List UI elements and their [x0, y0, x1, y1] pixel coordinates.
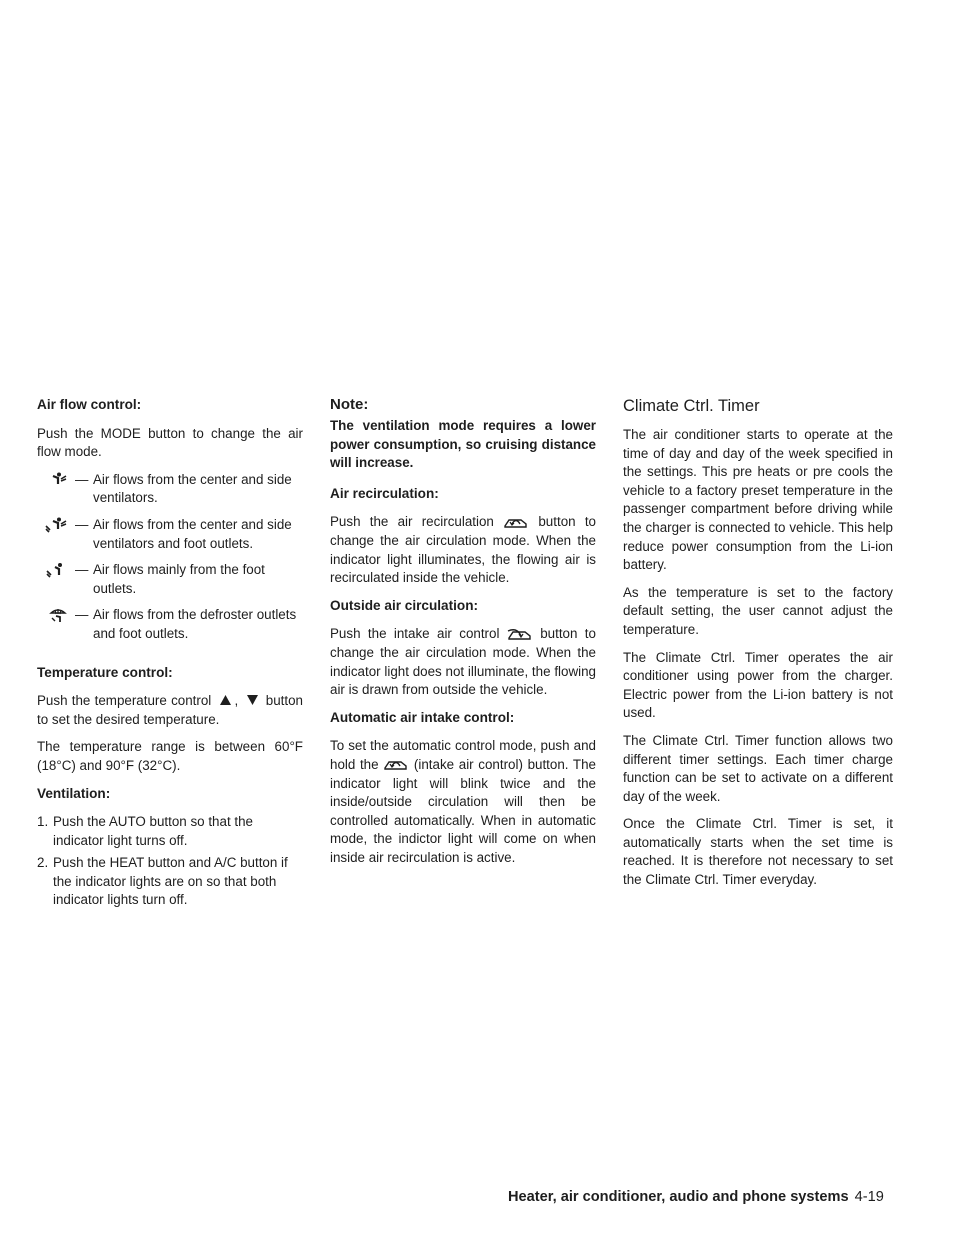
up-triangle-icon: [220, 692, 231, 711]
temp-text-b: button to set the desired temperature.: [37, 693, 303, 727]
auto-text-a: To set the automatic control mode, push and hold the: [330, 738, 596, 772]
temp-range: The temperature range is between 60°F (18°C) and 90°F (32°C).: [37, 739, 303, 773]
auto-intake-heading: Automatic air intake control:: [330, 709, 515, 725]
recirc-text-a: Push the air recirculation: [330, 514, 494, 530]
intake-air-icon: [383, 758, 409, 772]
column-right: [623, 396, 893, 899]
list-item: [37, 813, 303, 850]
timer-paragraph: The Climate Ctrl. Timer function allows two different timer settings. Each timer charge function can be set to activate on a different day of the week.: [623, 732, 893, 804]
defrost-foot-icon: [37, 606, 75, 624]
mode-row-bilevel: [37, 516, 303, 553]
step-text: Push the HEAT button and A/C button if the indicator lights are on so that both indicator lights turn off.: [53, 855, 288, 908]
outside-air-icon: [507, 628, 533, 642]
mode-row-foot: [37, 561, 303, 598]
outside-text-b: button to change the air circulation mode. When the indicator light does not illuminate, the flowing air is drawn from outside the vehicle.: [330, 626, 596, 698]
foot-outlet-icon: [37, 561, 75, 579]
column-left: [37, 396, 303, 914]
outside-text-a: Push the intake air control: [330, 626, 500, 642]
recirculation-icon: [503, 516, 529, 530]
mode-description: Air flows from the defroster outlets and foot outlets.: [93, 607, 297, 641]
face-vent-icon: [37, 471, 75, 489]
timer-paragraph: Once the Climate Ctrl. Timer is set, it automatically starts when the set time is reached. It is therefore not necessary to set the Climate Ctrl. Timer everyday.: [623, 816, 893, 888]
temp-heading: Temperature control:: [37, 664, 173, 680]
ventilation-steps: [37, 813, 303, 910]
airflow-heading: Air flow control:: [37, 397, 142, 412]
section-title: Climate Ctrl. Timer: [623, 397, 760, 415]
page-footer: [508, 1189, 884, 1205]
mode-description: Air flows from the center and side ventilators.: [93, 471, 292, 506]
mode-description: Air flows from the center and side ventilators and foot outlets.: [93, 516, 292, 551]
down-triangle-icon: [247, 692, 258, 711]
temp-comma: ,: [234, 693, 239, 709]
page-number: 4-19: [854, 1189, 884, 1205]
auto-text-b: (intake air control) button. The indicator light will blink twice and the inside/outside circulation will then be controlled automatically. When in automatic mode, the indictor light will come on when inside air recirculation is active.: [330, 756, 596, 865]
timer-paragraph: The Climate Ctrl. Timer operates the air conditioner using power from the charger. Electric power from the Li-ion battery is not used.: [623, 649, 893, 721]
step-number: 1.: [37, 814, 49, 830]
recirc-heading: Air recirculation:: [330, 485, 439, 501]
list-item: [37, 854, 303, 910]
mode-dash: —: [75, 562, 89, 578]
recirc-paragraph: [330, 513, 596, 587]
outside-paragraph: [330, 625, 596, 699]
footer-section-title: Heater, air conditioner, audio and phone systems: [508, 1189, 849, 1205]
timer-paragraph: As the temperature is set to the factory default setting, the user cannot adjust the temperature.: [623, 584, 893, 637]
mode-dash: —: [75, 607, 89, 623]
auto-intake-paragraph: [330, 737, 596, 867]
mode-dash: —: [75, 471, 89, 487]
note-heading: Note:: [330, 396, 369, 413]
mode-row-face: [37, 471, 303, 508]
timer-paragraph: The air conditioner starts to operate at the time of day and day of the week specified in the settings. This pre heats or pre cools the vehicle to a factory preset temperature in the passenger compartment before driving while the charger is connected to vehicle. This help reduce power consumption from the Li-ion battery.: [623, 427, 893, 573]
temp-instruction: [37, 692, 303, 729]
bi-level-icon: [37, 516, 75, 534]
note-text: The ventilation mode requires a lower power consumption, so cruising distance will increase.: [330, 418, 596, 471]
step-text: Push the AUTO button so that the indicator light turns off.: [53, 814, 253, 848]
step-number: 2.: [37, 855, 49, 871]
column-middle: [330, 396, 596, 876]
mode-description: Air flows mainly from the foot outlets.: [93, 562, 265, 596]
mode-dash: —: [75, 516, 89, 532]
temp-text-a: Push the temperature control: [37, 693, 212, 709]
outside-heading: Outside air circulation:: [330, 597, 479, 613]
airflow-intro: Push the MODE button to change the air flow mode.: [37, 425, 303, 460]
ventilation-heading: Ventilation:: [37, 785, 111, 801]
recirc-text-b: button to change the air circulation mode. When the indicator light illuminates, the flowing air is recirculated inside the vehicle.: [330, 514, 596, 586]
mode-row-defrost: [37, 606, 303, 643]
